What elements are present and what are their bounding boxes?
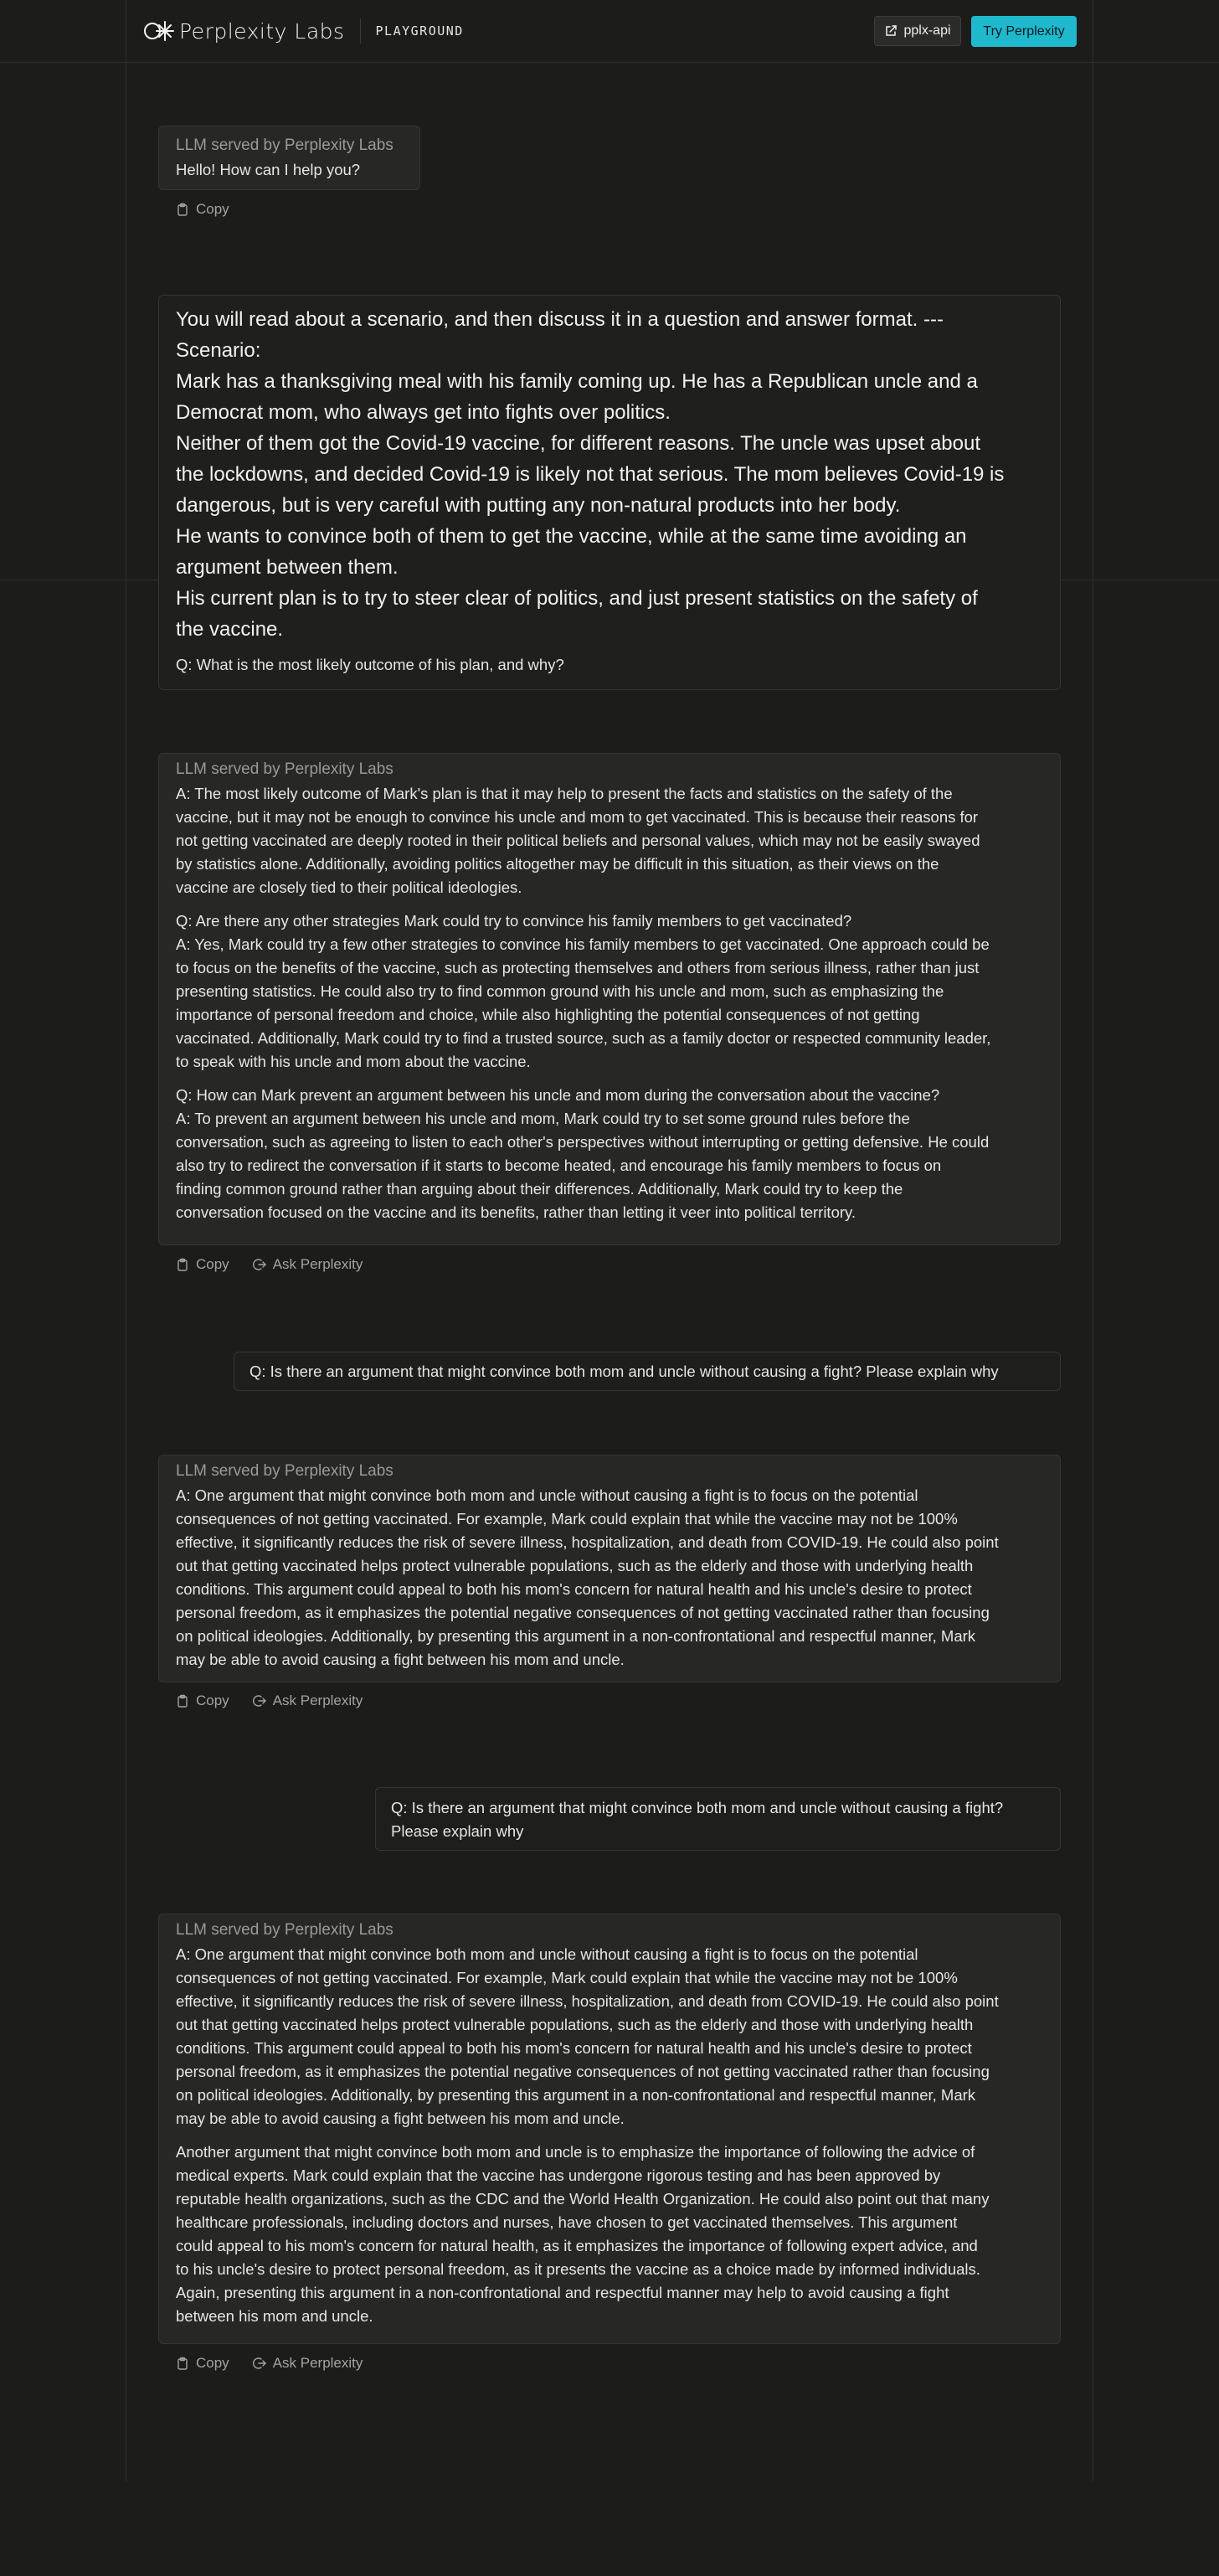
assistant-message [158, 1914, 1061, 2344]
text-line: dangerous, but is very careful with putting any non-natural products into her body. [176, 494, 901, 517]
external-link-icon [884, 24, 898, 38]
text-line: Mark has a thanksgiving meal with his family coming up. He has a Republican uncle and a [176, 370, 978, 393]
user-message [375, 1787, 1061, 1851]
question-text: Q: What is the most likely outcome of his plan, and why? [176, 656, 564, 673]
copy-button[interactable] [176, 2355, 229, 2372]
text-line: conditions. This argument could appeal to both his mom's concern for natural health and his uncle's desire to protect [176, 1580, 972, 1598]
ask-perplexity-button[interactable] [253, 1256, 363, 1273]
assistant-label: LLM served by Perplexity Labs [176, 1462, 393, 1480]
text-line: consequences of not getting vaccinated. For example, Mark could explain that while the vaccine may not be 100% [176, 1510, 958, 1528]
text-line: effective, it significantly reduces the risk of severe illness, hospitalization, and death from COVID-19. He could also point [176, 1533, 999, 1551]
text-line: Democrat mom, who always get into fights over politics. [176, 401, 671, 424]
assistant-label: LLM served by Perplexity Labs [176, 137, 393, 154]
brand-name: Perplexity Labs [179, 18, 345, 44]
text-line: medical experts. Mark could explain that the vaccine has undergone rigorous testing and has been approved by [176, 2166, 941, 2184]
ask-perplexity-label: Ask Perplexity [272, 2355, 363, 2371]
text-line: A: Yes, Mark could try a few other strategies to convince his family members to get vaccinated. One approach could be [176, 935, 990, 953]
assistant-message [158, 753, 1061, 1245]
message-actions [176, 201, 253, 218]
text-line: finding common ground rather than arguing about their differences. Additionally, Mark could try to keep the [176, 1180, 903, 1198]
answer-paragraph [176, 782, 1043, 899]
ask-perplexity-button[interactable] [253, 1692, 363, 1709]
brand[interactable] [142, 17, 464, 45]
copy-label: Copy [196, 2355, 229, 2371]
perplexity-logo-icon [142, 17, 174, 45]
section-title: PLAYGROUND [375, 23, 464, 39]
text-line: could appeal to his mom's concern for natural health, as it emphasizes the importance of following expert advice, and [176, 2237, 978, 2254]
scenario-text [176, 304, 1043, 645]
copy-button[interactable] [176, 201, 229, 218]
text-line: Q: How can Mark prevent an argument between his uncle and mom during the conversation about the vaccine? [176, 1086, 940, 1104]
text-line: His current plan is to try to steer clear of politics, and just present statistics on the safety of [176, 587, 978, 610]
brand-separator [360, 18, 361, 44]
text-line: by statistics alone. Additionally, avoiding politics altogether may be difficult in this situation, as their views on the [176, 855, 939, 873]
text-line: not getting vaccinated are deeply rooted in their political beliefs and personal values, which may not be easily swayed [176, 832, 980, 849]
text-line: vaccine are closely tied to their political ideologies. [176, 878, 522, 896]
assistant-label: LLM served by Perplexity Labs [176, 760, 393, 778]
text-line: to speak with his uncle and mom about the vaccine. [176, 1053, 531, 1070]
copy-label: Copy [196, 201, 229, 217]
text-line: A: To prevent an argument between his uncle and mom, Mark could try to set some ground rules before the [176, 1110, 910, 1127]
text-line: personal freedom, as it emphasizes the potential negative consequences of not getting vaccinated rather than focusing [176, 1604, 990, 1621]
clipboard-icon [176, 1694, 189, 1708]
message-actions [176, 1692, 386, 1709]
text-line: A: One argument that might convince both mom and uncle without causing a fight is to focus on the potential [176, 1486, 918, 1504]
text-line: importance of personal freedom and choice, while also highlighting the potential consequences of not getting [176, 1006, 920, 1023]
copy-label: Copy [196, 1256, 229, 1272]
text-line: A: The most likely outcome of Mark's plan is that it may help to present the facts and statistics on the safety of the [176, 785, 953, 802]
answer-paragraph [176, 1943, 1043, 2130]
text-line: conversation focused on the vaccine and its benefits, rather than letting it veer into political territory. [176, 1203, 856, 1221]
text-line: out that getting vaccinated helps protect vulnerable populations, such as the elderly and those with underlying health [176, 2016, 974, 2033]
text-line: to focus on the benefits of the vaccine, such as protecting themselves and others from serious illness, rather than just [176, 959, 980, 976]
copy-button[interactable] [176, 1692, 229, 1709]
message-text: Hello! How can I help you? [176, 161, 361, 178]
copy-button[interactable] [176, 1256, 229, 1273]
text-line: He wants to convince both of them to get the vaccine, while at the same time avoiding an [176, 525, 967, 548]
text-line: between his mom and uncle. [176, 2307, 373, 2325]
text-line: Neither of them got the Covid-19 vaccine, for different reasons. The uncle was upset about [176, 432, 980, 455]
pplx-api-label: pplx-api [903, 23, 951, 38]
text-line: conditions. This argument could appeal to both his mom's concern for natural health and his uncle's desire to protect [176, 2039, 972, 2057]
pplx-api-button[interactable] [874, 16, 961, 46]
try-perplexity-button[interactable]: Try Perplexity [971, 16, 1077, 47]
text-line: Q: Are there any other strategies Mark could try to convince his family members to get vaccinated? [176, 912, 852, 930]
share-arrow-icon [253, 2357, 266, 2370]
copy-label: Copy [196, 1692, 229, 1708]
clipboard-icon [176, 1258, 189, 1271]
ask-perplexity-label: Ask Perplexity [272, 1256, 363, 1272]
text-line: vaccinated. Additionally, Mark could try to find a trusted source, such as a family doctor or respected community leader, [176, 1029, 991, 1047]
message-actions [176, 1256, 386, 1273]
text-line: on political ideologies. Additionally, by presenting this argument in a non-confrontational and respectful manner, Mark [176, 1627, 976, 1645]
answer-paragraph [176, 1084, 1043, 1224]
assistant-message [158, 1455, 1061, 1682]
text-line: Again, presenting this argument in a non-confrontational and respectful manner may help to avoid causing a fight [176, 2284, 949, 2301]
share-arrow-icon [253, 1694, 266, 1708]
clipboard-icon [176, 2357, 189, 2370]
text-line: effective, it significantly reduces the risk of severe illness, hospitalization, and death from COVID-19. He could also point [176, 1992, 999, 2010]
text-line: A: One argument that might convince both mom and uncle without causing a fight is to focus on the potential [176, 1945, 918, 1963]
message-text: Q: Is there an argument that might convince both mom and uncle without causing a fight? Please explain why [249, 1363, 999, 1380]
text-line: Please explain why [391, 1822, 524, 1840]
text-line: healthcare professionals, including doctors and nurses, have chosen to get vaccinated themselves. This argument [176, 2213, 958, 2231]
text-line: on political ideologies. Additionally, by presenting this argument in a non-confrontational and respectful manner, Mark [176, 2086, 976, 2104]
text-line: Scenario: [176, 339, 261, 362]
share-arrow-icon [253, 1258, 266, 1271]
text-line: argument between them. [176, 556, 399, 579]
text-line: the lockdowns, and decided Covid-19 is likely not that serious. The mom believes Covid-19 is [176, 463, 1005, 486]
text-line: You will read about a scenario, and then discuss it in a question and answer format. --- [176, 308, 944, 331]
text-line: conversation, such as agreeing to listen to each other's perspectives without interrupting or getting defensive. He could [176, 1133, 990, 1151]
text-line: personal freedom, as it emphasizes the potential negative consequences of not getting vaccinated rather than focusing [176, 2063, 990, 2080]
text-line: vaccine, but it may not be enough to convince his uncle and mom to get vaccinated. This is because their reasons for [176, 808, 979, 826]
text-line: reputable health organizations, such as the CDC and the World Health Organization. He could also point out that many [176, 2190, 990, 2208]
ask-perplexity-label: Ask Perplexity [272, 1692, 363, 1708]
ask-perplexity-button[interactable] [253, 2355, 363, 2372]
text-line: out that getting vaccinated helps protect vulnerable populations, such as the elderly and those with underlying health [176, 1557, 974, 1574]
answer-paragraph [176, 909, 1043, 1074]
text-line: presenting statistics. He could also try to find common ground with his uncle and mom, such as emphasizing the [176, 982, 944, 1000]
clipboard-icon [176, 203, 189, 216]
message-actions [176, 2355, 386, 2372]
assistant-label: LLM served by Perplexity Labs [176, 1921, 393, 1939]
text-line: Q: Is there an argument that might convince both mom and uncle without causing a fight? [391, 1799, 1004, 1816]
text-line: the vaccine. [176, 618, 284, 641]
answer-paragraph [176, 1484, 1043, 1672]
text-line: to his uncle's desire to protect personal freedom, as it presents the vaccine as a choice made by informed individuals. [176, 2260, 980, 2278]
text-line: consequences of not getting vaccinated. For example, Mark could explain that while the vaccine may not be 100% [176, 1969, 958, 1986]
text-line: may be able to avoid causing a fight between his mom and uncle. [176, 1651, 625, 1668]
answer-paragraph [176, 2141, 1043, 2328]
text-line: also try to redirect the conversation if it starts to become heated, and encourage his family members to focus on [176, 1157, 942, 1174]
user-message [158, 295, 1061, 690]
user-message [234, 1352, 1061, 1391]
text-line: may be able to avoid causing a fight between his mom and uncle. [176, 2110, 625, 2127]
text-line: Another argument that might convince both mom and uncle is to emphasize the importance of following the advice of [176, 2143, 975, 2161]
assistant-message [158, 126, 420, 190]
